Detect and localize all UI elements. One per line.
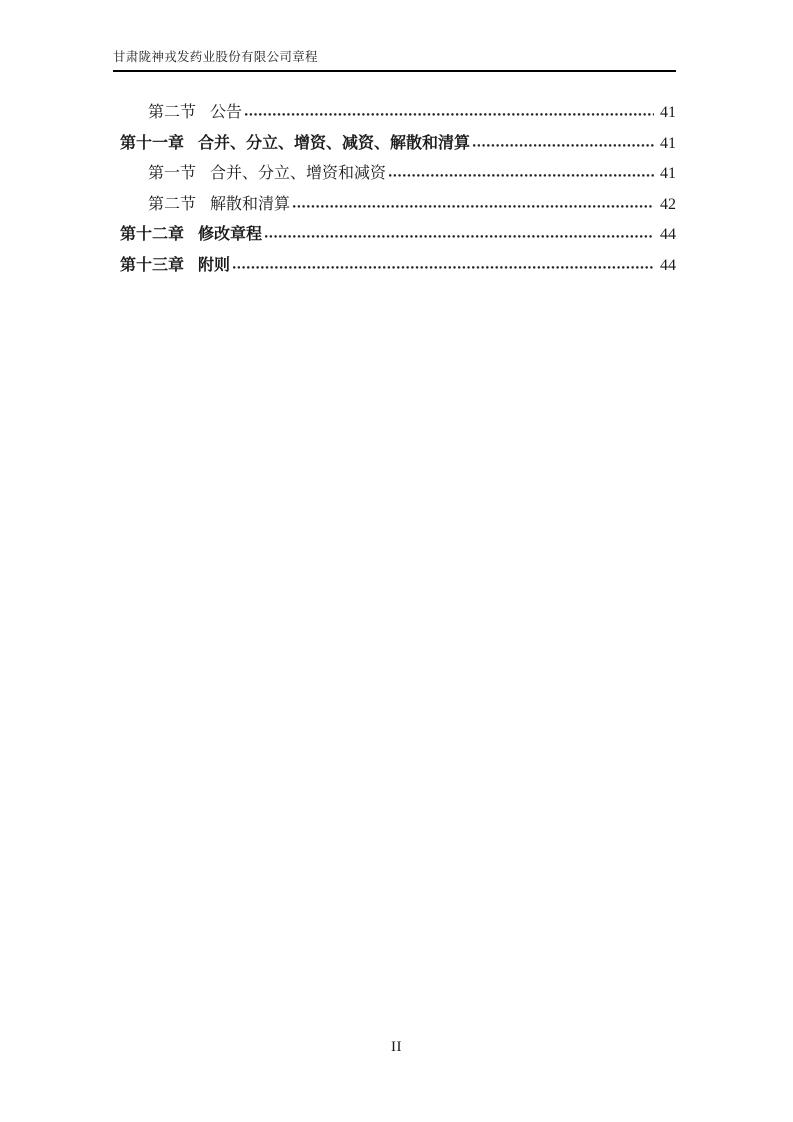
toc-page-number: 42 [660,195,676,213]
toc-entry-title: 合并、分立、增资、减资、解散和清算 [198,134,471,152]
toc-entry-title: 附则 [198,256,231,274]
toc-entry [113,190,676,221]
table-of-contents [113,98,676,282]
dot-leader [233,265,654,270]
toc-entry [113,129,676,160]
dot-leader [293,204,654,209]
toc-page-number: 41 [660,104,676,121]
toc-page-number: 41 [660,165,676,183]
dot-leader [473,143,654,148]
dot-leader [389,173,654,178]
toc-entry-title: 解散和清算 [210,195,291,213]
dot-leader [265,234,654,239]
header-title: 甘肃陇神戎发药业股份有限公司章程 [113,50,318,64]
toc-entry [113,251,676,282]
toc-entry-title: 修改章程 [198,226,263,244]
toc-entry [113,220,676,251]
header-rule [113,70,676,72]
toc-entry-title: 公告 [210,104,243,121]
toc-entry-title: 合并、分立、增资和减资 [210,165,387,183]
toc-page-number: 44 [660,256,676,274]
toc-entry-label: 第十二章 [120,226,185,244]
page-footer [0,1038,793,1056]
toc-entry-label: 第一节 [148,165,197,183]
page-number: II [391,1039,402,1055]
toc-entry-label: 第十三章 [120,256,185,274]
toc-entry [113,98,676,129]
toc-entry-label: 第二节 [148,104,197,121]
toc-entry-label: 第二节 [148,195,197,213]
toc-page-number: 44 [660,226,676,244]
dot-leader [245,112,654,117]
page-header [113,49,676,66]
toc-entry-label: 第十一章 [120,134,185,152]
toc-page-number: 41 [660,134,676,152]
toc-entry [113,159,676,190]
